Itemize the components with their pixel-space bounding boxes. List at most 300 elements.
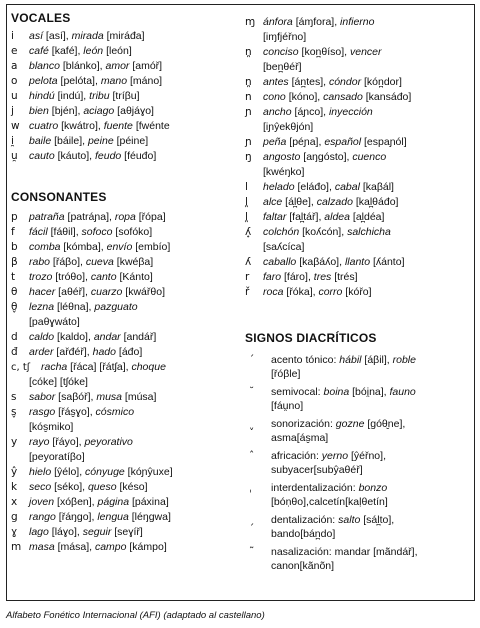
- transcription-text: [kóɲŷuxe]: [124, 466, 173, 478]
- example-word: faro: [263, 271, 282, 283]
- phonetic-symbol: s: [11, 391, 17, 403]
- symbol-examples: [29, 270, 236, 285]
- transcription-text: [řáβo],: [50, 256, 86, 268]
- entry-continuation: [245, 367, 473, 381]
- symbol-entry: [11, 285, 236, 300]
- transcription-text: [espaɲól]: [361, 136, 407, 148]
- transcription-text: [embío]: [132, 241, 171, 253]
- phonetic-symbol: ŷ: [11, 466, 18, 478]
- example-word: salto: [338, 514, 361, 526]
- symbol-examples: [29, 435, 236, 450]
- transcription-text: [trés]: [331, 271, 358, 283]
- phonetic-symbol: e: [11, 45, 18, 57]
- transcription-text: [péine]: [113, 135, 149, 147]
- transcription-text: [saʎcíca]: [263, 241, 305, 253]
- symbol-entry: [11, 255, 236, 270]
- example-word: lezna: [29, 301, 55, 313]
- example-word: subyacer: [271, 464, 314, 476]
- phonetic-symbol: w: [11, 120, 20, 132]
- transcription-text: [kwéŋko]: [263, 166, 305, 178]
- example-word: joven: [29, 496, 55, 508]
- example-word: rasgo: [29, 406, 56, 418]
- transcription-text: [mása],: [54, 541, 95, 553]
- symbol-examples: [29, 495, 236, 510]
- consonantes-continued-list: [245, 15, 473, 300]
- example-word: página: [97, 496, 130, 508]
- transcription-text: [indú],: [54, 90, 90, 102]
- symbol-examples: [41, 360, 236, 375]
- phonetic-symbol: ř: [245, 286, 250, 298]
- symbol-examples: [29, 405, 236, 420]
- transcription-text: [féuđo]: [121, 150, 157, 162]
- example-word: fuente: [103, 120, 133, 132]
- symbol-entry: [245, 195, 473, 210]
- transcription-text: [ařđéř],: [53, 346, 93, 358]
- transcription-text: [řóka],: [283, 286, 319, 298]
- example-word: andar: [93, 331, 121, 343]
- example-word: calcetín: [308, 496, 346, 508]
- symbol-examples: [29, 134, 236, 149]
- phonetic-symbol: i: [11, 30, 14, 42]
- example-word: peine: [87, 135, 114, 147]
- symbol-entry: [245, 180, 473, 195]
- transcription-text: [léŋgwa]: [128, 511, 171, 523]
- transcription-text: [péɲa],: [286, 136, 325, 148]
- phonetic-symbol: ´: [249, 354, 255, 366]
- symbol-entry: [11, 59, 236, 74]
- phonetic-symbol: ˏ: [249, 514, 255, 526]
- example-word: racha: [41, 361, 68, 373]
- transcription-text: [kal̪θáđo]: [352, 196, 399, 208]
- symbol-examples: [29, 44, 236, 59]
- symbol-examples: [271, 481, 473, 495]
- symbol-examples: [29, 225, 236, 240]
- transcription-text: [kámpo]: [126, 541, 167, 553]
- symbol-examples: [29, 540, 236, 555]
- symbol-entry: [11, 300, 236, 315]
- transcription-text: [kwářθo]: [122, 286, 165, 298]
- transcription-text: [kós̬miko]: [29, 421, 74, 433]
- example-word: inyección: [328, 106, 373, 118]
- symbol-entry: [245, 449, 473, 463]
- symbol-entry: [245, 45, 473, 60]
- transcription-text: [kwátro],: [58, 120, 104, 132]
- phonetic-symbol: ˜: [249, 546, 255, 558]
- example-word: mano: [100, 75, 128, 87]
- transcription-text: acento tónico:: [271, 354, 340, 366]
- symbol-entry: [11, 465, 236, 480]
- transcription-text: [bói̯na],: [349, 386, 390, 398]
- example-word: pelota: [29, 75, 58, 87]
- example-word: ropa: [114, 211, 136, 223]
- symbol-entry: [11, 225, 236, 240]
- entry-continuation: [245, 399, 473, 413]
- symbol-examples: [29, 390, 236, 405]
- transcription-text: [xóβen],: [54, 496, 98, 508]
- transcription-text: [kaldo],: [54, 331, 94, 343]
- transcription-text: [késo]: [116, 481, 148, 493]
- symbol-examples: [263, 135, 473, 150]
- phonetic-symbol: y: [11, 436, 18, 448]
- symbol-entry: [11, 345, 236, 360]
- symbol-entry: [11, 149, 236, 164]
- transcription-text: [cóke] [tʃóke]: [29, 376, 88, 388]
- entry-continuation: [245, 165, 473, 180]
- phonetic-symbol: ˘: [249, 386, 255, 398]
- symbol-entry: [11, 240, 236, 255]
- symbol-entry: [11, 360, 236, 375]
- transcription-text: [kafé],: [48, 45, 84, 57]
- example-word: infierno: [340, 16, 375, 28]
- transcription-text: [kón̪dor]: [361, 76, 402, 88]
- symbol-entry: [11, 29, 236, 44]
- transcription-text: [řópa]: [135, 211, 166, 223]
- phonetic-symbol: d: [11, 331, 18, 343]
- example-word: fauno: [389, 386, 416, 398]
- phonetic-symbol: β: [11, 256, 18, 268]
- transcription-text: [miráđa]: [103, 30, 145, 42]
- phonetic-symbol: θ̬: [11, 301, 18, 313]
- example-word: musa: [96, 391, 123, 403]
- example-word: hado: [92, 346, 116, 358]
- symbol-examples: [263, 255, 473, 270]
- example-word: caldo: [29, 331, 55, 343]
- example-word: bando: [271, 528, 301, 540]
- transcription-text: [así],: [43, 30, 72, 42]
- entry-continuation: [11, 375, 236, 390]
- example-word: canto: [90, 271, 117, 283]
- transcription-text: [áđo]: [115, 346, 143, 358]
- symbol-entry: [245, 135, 473, 150]
- transcription-text: [séko],: [51, 481, 88, 493]
- transcription-text: [kóno],: [285, 91, 324, 103]
- entry-continuation: [245, 30, 473, 45]
- transcription-text: [patráɲa],: [64, 211, 115, 223]
- symbol-entry: [245, 385, 473, 399]
- symbol-entry: [11, 435, 236, 450]
- example-word: cuenco: [352, 151, 387, 163]
- transcription-text: [fáθil],: [47, 226, 82, 238]
- entry-continuation: [245, 240, 473, 255]
- symbol-entry: [245, 285, 473, 300]
- symbol-entry: [11, 44, 236, 59]
- example-word: mirada: [71, 30, 104, 42]
- symbol-entry: [11, 540, 236, 555]
- phonetic-symbol: o: [11, 75, 18, 87]
- phonetic-symbol: j: [11, 105, 14, 117]
- example-word: faltar: [263, 211, 287, 223]
- phonetic-symbol: ɱ: [245, 16, 256, 28]
- example-word: aldea: [324, 211, 350, 223]
- example-word: calzado: [316, 196, 353, 208]
- example-word: bonzo: [358, 482, 388, 494]
- symbol-examples: [263, 45, 473, 60]
- entry-continuation: [245, 120, 473, 135]
- symbol-entry: [245, 481, 473, 495]
- example-word: campo: [94, 541, 127, 553]
- vocales-list: [11, 29, 236, 164]
- example-word: hábil: [339, 354, 362, 366]
- symbol-examples: [29, 74, 236, 89]
- transcription-text: [sál̪to],: [360, 514, 395, 526]
- phonetic-symbol: ˌ: [249, 482, 252, 494]
- transcription-text: [kwéβa]: [113, 256, 154, 268]
- example-word: león: [83, 45, 104, 57]
- entry-continuation: [11, 450, 236, 465]
- symbol-examples: [29, 89, 236, 104]
- transcription-text: dentalización:: [271, 514, 339, 526]
- symbol-entry: [245, 75, 473, 90]
- example-word: español: [324, 136, 362, 148]
- example-word: seco: [29, 481, 52, 493]
- example-word: sofoco: [81, 226, 113, 238]
- transcription-text: [káuto],: [54, 150, 95, 162]
- vocales-heading: VOCALES: [11, 11, 71, 25]
- transcription-text: [ŷélo],: [51, 466, 86, 478]
- example-word: sabor: [29, 391, 56, 403]
- symbol-examples: [263, 225, 473, 240]
- symbol-entry: [245, 417, 473, 431]
- transcription-text: [ʎánto]: [370, 256, 405, 268]
- entry-continuation: [11, 315, 236, 330]
- transcription-text: [řáca] [řátʃa],: [67, 361, 132, 373]
- transcription-text: [řóβle]: [271, 368, 301, 380]
- example-word: bien: [29, 105, 49, 117]
- symbol-examples: [263, 270, 473, 285]
- phonetic-symbol: n: [245, 91, 252, 103]
- phonetic-symbol: n̪: [245, 76, 252, 88]
- symbol-examples: [29, 300, 236, 315]
- example-word: colchón: [263, 226, 300, 238]
- transcription-text: [án̪tes],: [288, 76, 329, 88]
- phonetic-symbol: u: [11, 90, 18, 102]
- symbol-entry: [11, 405, 236, 420]
- transcription-text: [léθna],: [54, 301, 95, 313]
- symbol-examples: [29, 510, 236, 525]
- transcription-text: [kon̪θíso],: [298, 46, 350, 58]
- symbol-entry: [11, 210, 236, 225]
- example-word: antes: [263, 76, 289, 88]
- transcription-text: [řás̬ɣo],: [55, 406, 96, 418]
- transcription-text: [aθjáɣo]: [114, 105, 154, 117]
- entry-continuation: [245, 431, 473, 445]
- example-word: blanco: [29, 60, 60, 72]
- symbol-examples: [29, 330, 236, 345]
- phonetic-symbol: i̯: [11, 135, 14, 147]
- phonetic-symbol: p: [11, 211, 18, 223]
- transcription-text: [fáu̯no]: [271, 400, 304, 412]
- phonetic-symbol: ˬ: [249, 418, 255, 430]
- phonetic-symbol: x: [11, 496, 18, 508]
- example-word: café: [29, 45, 49, 57]
- symbol-entry: [245, 90, 473, 105]
- example-word: hielo: [29, 466, 52, 478]
- transcription-text: [kómba],: [60, 241, 107, 253]
- transcription-text: [peyoratíβo]: [29, 451, 85, 463]
- phonetic-symbol: ɲ: [245, 106, 252, 118]
- transcription-text: [iɱfjéřno]: [263, 31, 307, 43]
- entry-continuation: [11, 420, 236, 435]
- symbol-entry: [245, 353, 473, 367]
- example-word: ancho: [263, 106, 292, 118]
- example-word: envío: [106, 241, 133, 253]
- phonetic-symbol: a: [11, 60, 18, 72]
- phonetic-symbol: m: [11, 541, 22, 553]
- transcription-text: [eláđo],: [294, 181, 335, 193]
- phonetic-symbol: θ: [11, 286, 18, 298]
- example-word: rabo: [29, 256, 51, 268]
- symbol-entry: [11, 270, 236, 285]
- symbol-entry: [245, 210, 473, 225]
- symbol-entry: [245, 225, 473, 240]
- example-word: hindú: [29, 90, 55, 102]
- example-word: cueva: [85, 256, 114, 268]
- symbol-entry: [11, 480, 236, 495]
- symbol-examples: [29, 149, 236, 164]
- symbol-entry: [11, 134, 236, 149]
- transcription-text: [láɣo],: [48, 526, 83, 538]
- transcription-text: [pelóta],: [57, 75, 101, 87]
- transcription-text: africación:: [271, 450, 322, 462]
- symbol-examples: [271, 385, 473, 399]
- example-word: boina: [323, 386, 350, 398]
- symbol-examples: [29, 285, 236, 300]
- example-word: alce: [263, 196, 283, 208]
- transcription-text: [áɲco],: [291, 106, 329, 118]
- example-word: llanto: [344, 256, 371, 268]
- example-word: trozo: [29, 271, 53, 283]
- symbol-entry: [245, 255, 473, 270]
- symbol-entry: [245, 105, 473, 120]
- transcription-text: [kóřo]: [342, 286, 372, 298]
- transcription-text: [león]: [103, 45, 132, 57]
- example-word: patraña: [29, 211, 65, 223]
- left-column: [11, 11, 236, 555]
- symbol-examples: [263, 150, 473, 165]
- entry-continuation: [245, 527, 473, 541]
- ipa-table-frame: [6, 4, 475, 601]
- entry-continuation: [245, 60, 473, 75]
- symbol-examples: [29, 240, 236, 255]
- symbol-examples: [271, 545, 473, 559]
- symbol-examples: [29, 345, 236, 360]
- transcription-text: [al̪déa]: [349, 211, 385, 223]
- phonetic-symbol: t: [11, 271, 16, 283]
- phonetic-symbol: l̪: [245, 196, 248, 208]
- example-word: cuarzo: [90, 286, 123, 298]
- transcription-text: [aθéř],: [55, 286, 91, 298]
- example-word: seguir: [82, 526, 112, 538]
- signos-list: [245, 353, 473, 573]
- example-word: cónyuge: [85, 466, 125, 478]
- transcription-text: [paθɣwáto]: [29, 316, 80, 328]
- example-word: feudo: [94, 150, 122, 162]
- symbol-examples: [263, 210, 473, 225]
- transcription-text: nasalización: mandar [mãndář],: [271, 546, 418, 558]
- example-word: cabal: [334, 181, 360, 193]
- example-word: corro: [318, 286, 343, 298]
- example-word: baile: [29, 135, 52, 147]
- symbol-entry: [11, 510, 236, 525]
- example-word: helado: [263, 181, 295, 193]
- symbol-entry: [11, 89, 236, 104]
- transcription-text: [páxina]: [129, 496, 169, 508]
- example-word: tribu: [89, 90, 110, 102]
- example-word: pazguato: [94, 301, 138, 313]
- transcription-text: [amóř]: [129, 60, 163, 72]
- example-word: caballo: [263, 256, 297, 268]
- symbol-entry: [11, 495, 236, 510]
- transcription-text: [sofóko]: [112, 226, 153, 238]
- symbol-examples: [29, 59, 236, 74]
- transcription-text: [andář]: [120, 331, 157, 343]
- symbol-examples: [271, 353, 473, 367]
- transcription-text: [bóṇθo],: [271, 496, 309, 508]
- transcription-text: [saβóř],: [55, 391, 97, 403]
- example-word: cansado: [323, 91, 363, 103]
- transcription-text: [koʎcón],: [299, 226, 348, 238]
- example-word: hacer: [29, 286, 56, 298]
- example-word: cóndor: [328, 76, 362, 88]
- transcription-text: [blánko],: [59, 60, 106, 72]
- symbol-entry: [11, 104, 236, 119]
- transcription-text: [fal̪tář],: [286, 211, 325, 223]
- symbol-entry: [11, 119, 236, 134]
- phonetic-symbol: l̪: [245, 211, 248, 223]
- consonantes-heading: CONSONANTES: [11, 190, 107, 204]
- symbol-entry: [11, 74, 236, 89]
- example-word: comba: [29, 241, 61, 253]
- example-word: cauto: [29, 150, 55, 162]
- example-word: conciso: [263, 46, 299, 58]
- transcription-text: [ŷéřno],: [348, 450, 386, 462]
- symbol-entry: [245, 513, 473, 527]
- transcription-text: [řáŋgo],: [55, 511, 98, 523]
- symbol-examples: [29, 29, 236, 44]
- transcription-text: [ás̬ma]: [296, 432, 329, 444]
- symbol-examples: [263, 105, 473, 120]
- phonetic-symbol: ʎ̟: [245, 226, 252, 238]
- transcription-text: sonorización:: [271, 418, 336, 430]
- example-word: amor: [105, 60, 130, 72]
- symbol-entry: [245, 270, 473, 285]
- symbol-examples: [29, 104, 236, 119]
- transcription-text: [músa]: [122, 391, 157, 403]
- example-word: arder: [29, 346, 54, 358]
- transcription-text: [tróθo],: [52, 271, 91, 283]
- example-word: roca: [263, 286, 284, 298]
- symbol-examples: [29, 255, 236, 270]
- transcription-text: [tríβu]: [109, 90, 140, 102]
- example-word: así: [29, 30, 44, 42]
- example-word: queso: [87, 481, 117, 493]
- transcription-text: [áɱfora],: [292, 16, 341, 28]
- transcription-text: [kaβáʎo],: [296, 256, 345, 268]
- transcription-text: [kãnõn]: [299, 560, 335, 572]
- example-word: angosto: [263, 151, 301, 163]
- transcription-text: [aŋgósto],: [300, 151, 353, 163]
- symbol-entry: [11, 330, 236, 345]
- transcription-text: [kaβál]: [359, 181, 394, 193]
- transcription-text: [góθ̬ne],: [364, 418, 406, 430]
- phonetic-symbol: l: [245, 181, 248, 193]
- symbol-entry: [245, 15, 473, 30]
- transcription-text: [báile],: [51, 135, 88, 147]
- example-word: canon: [271, 560, 300, 572]
- symbol-entry: [245, 150, 473, 165]
- transcription-text: [máno]: [127, 75, 163, 87]
- transcription-text: [Kánto]: [116, 271, 153, 283]
